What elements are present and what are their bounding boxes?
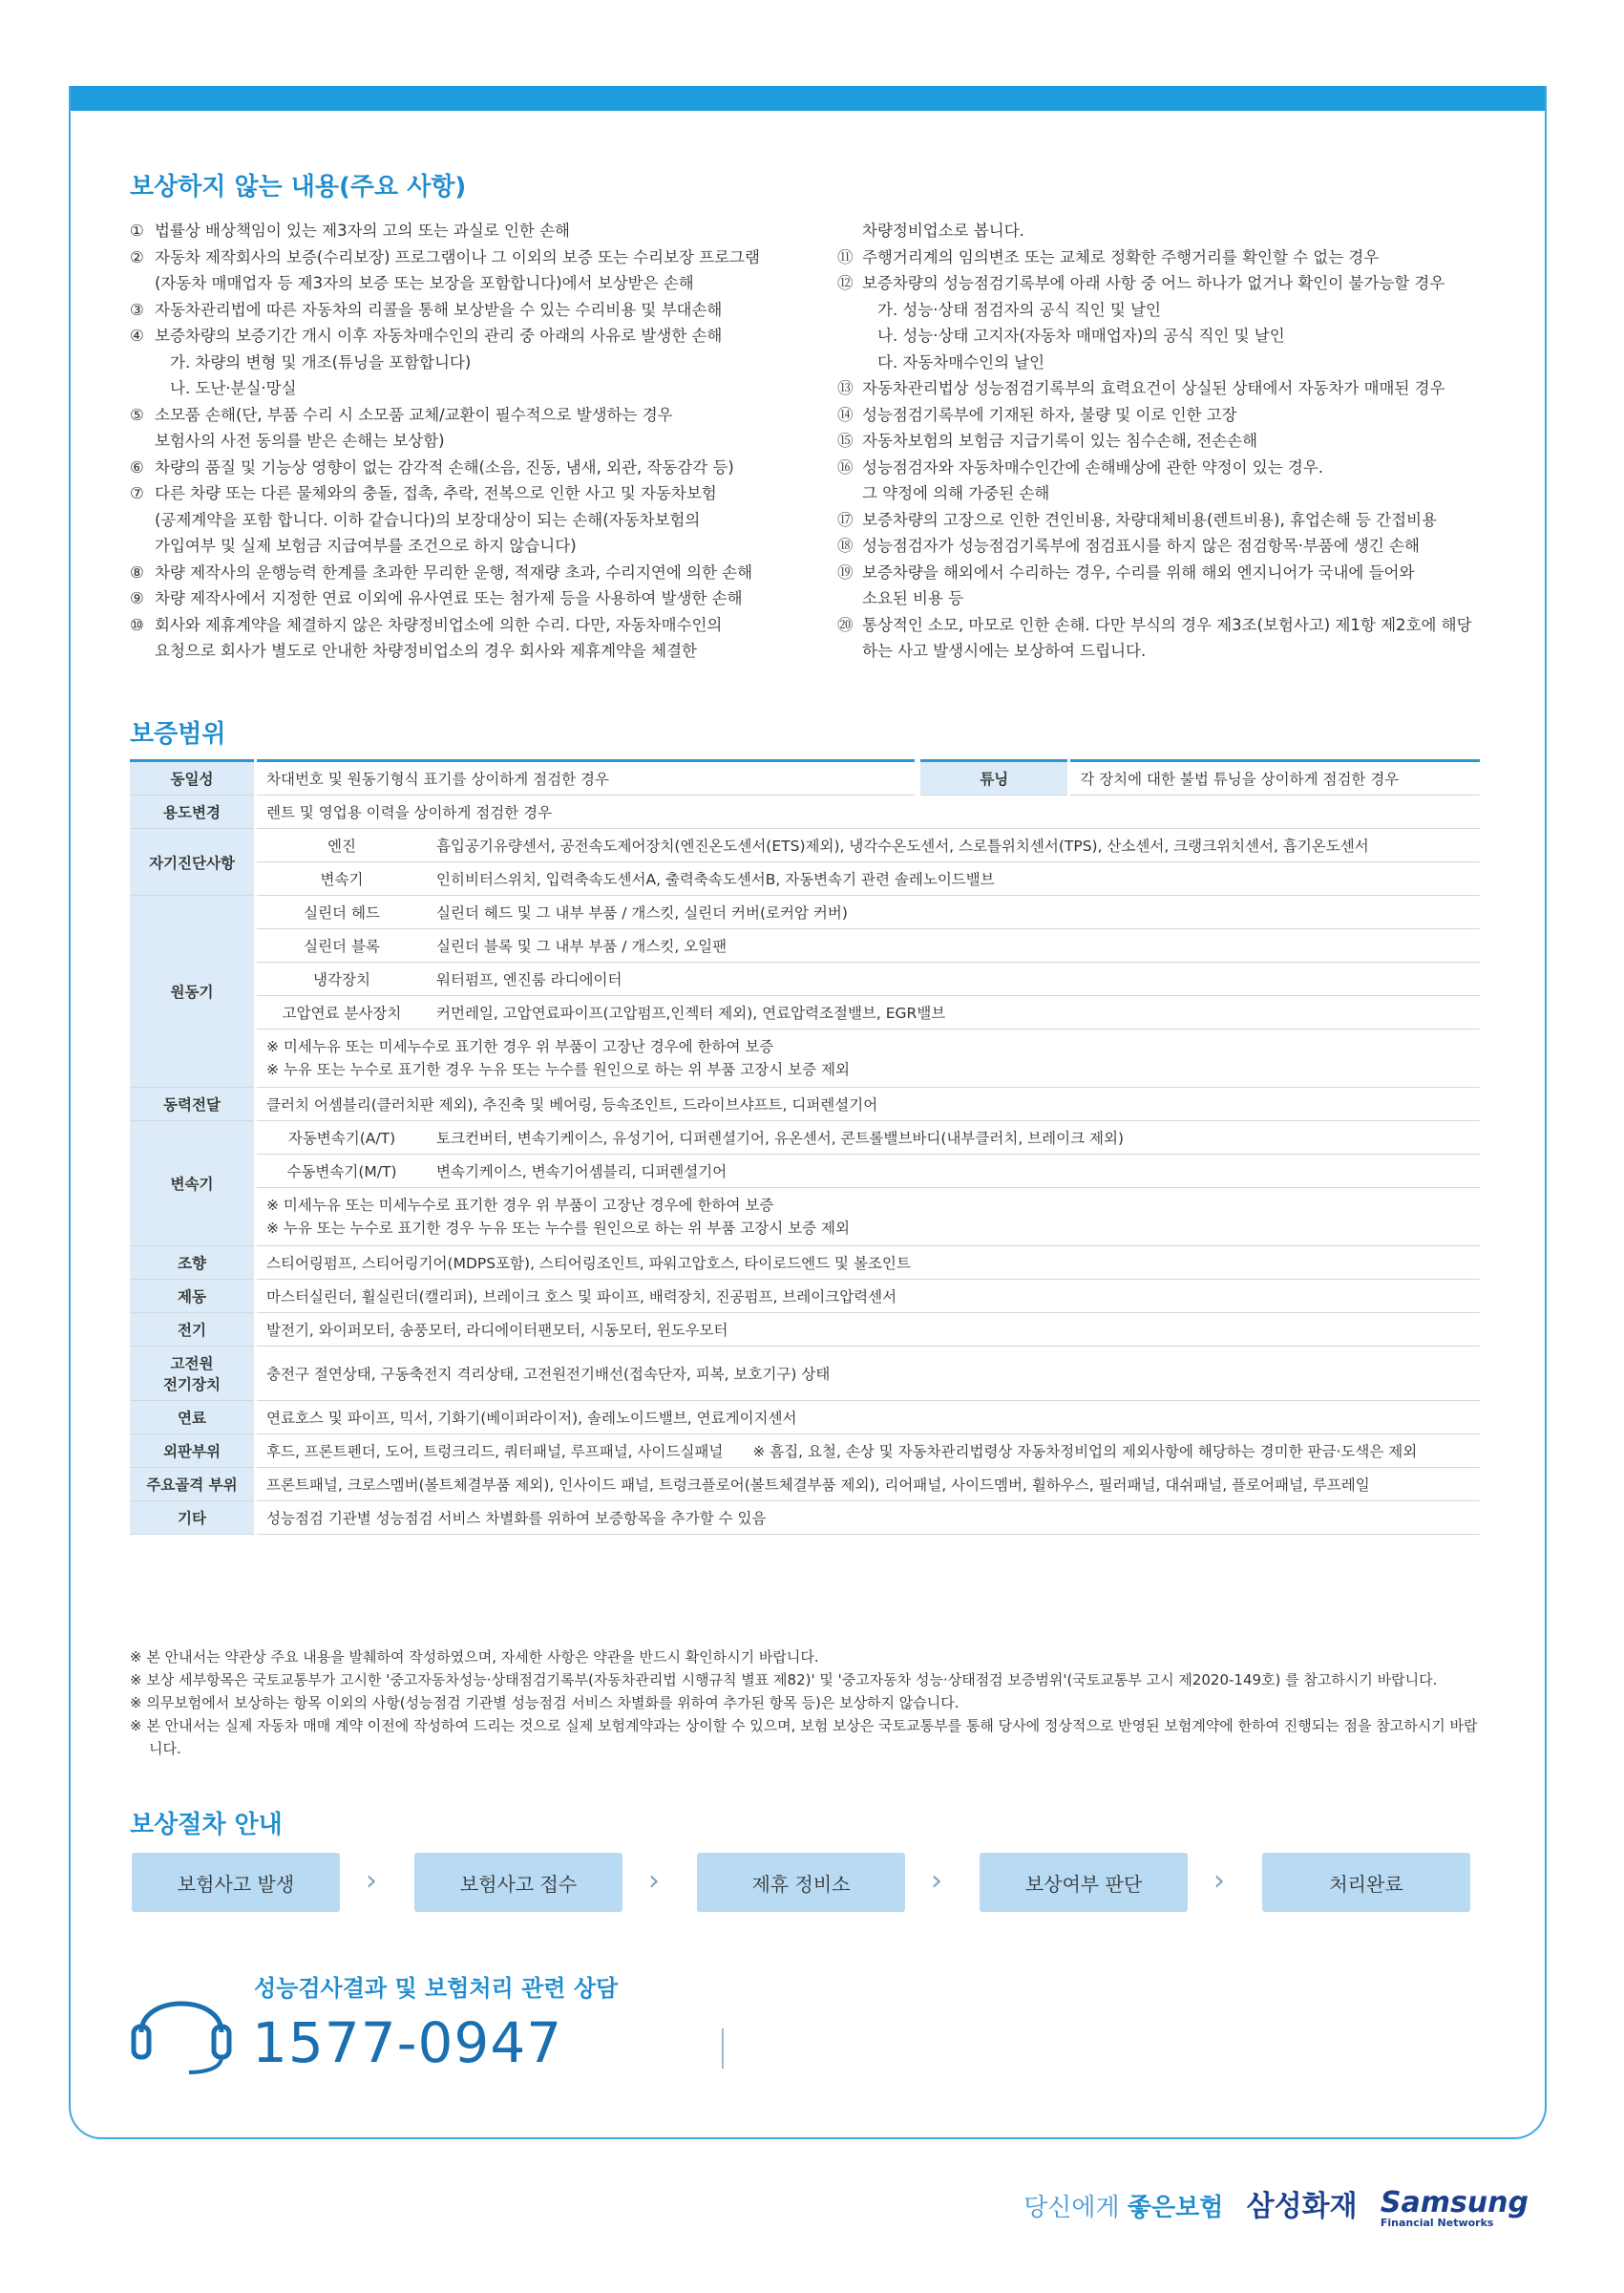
footer-brand: [1023, 2182, 1529, 2228]
cov-sub: 수동변속기(M/T): [256, 1155, 428, 1188]
cov-sub: 자동변속기(A/T): [256, 1121, 428, 1155]
exclusion-item: [130, 402, 798, 455]
table-row: [130, 796, 1480, 829]
table-row: [130, 829, 1480, 862]
coverage-table: [130, 759, 1480, 1535]
exclusion-line: 다른 차량 또는 다른 물체와의 충돌, 접촉, 추락, 전복으로 인한 사고 및 자동차보험: [155, 484, 717, 502]
brand-subtitle: Financial Networks: [1380, 2217, 1494, 2229]
exclusion-line: 법률상 배상책임이 있는 제3자의 고의 또는 과실로 인한 손해: [155, 222, 570, 240]
exclusion-line: 차량의 품질 및 기능상 영향이 없는 감각적 손해(소음, 진동, 냄새, 외관, 작동감각 등): [155, 457, 734, 477]
exclusion-item: [837, 612, 1487, 665]
procedure-step: 보험사고 발생: [132, 1853, 340, 1912]
chevron-right-icon: ›: [931, 1864, 942, 1898]
exclusion-line: 성능점검자가 성능점검기록부에 점검표시를 하지 않은 점검항목·부품에 생긴 손해: [862, 537, 1420, 555]
procedure-step: 보상여부 판단: [980, 1853, 1188, 1912]
exclusion-line: 자동차관리법상 성능점검기록부의 효력요건이 상실된 상태에서 자동차가 매매된 경우: [862, 379, 1445, 397]
company-name: 삼성화재: [1246, 2190, 1358, 2223]
cov-text: 흡입공기유량센서, 공전속도제어장치(엔진온도센서(ETS)제외), 냉각수온도센서, 스로틀위치센서(TPS), 산소센서, 크랭크위치센서, 흡기온도센서: [427, 829, 1480, 862]
footnote: ※ 의무보험에서 보상하는 항목 이외의 사항(성능점검 기관별 성능점검 서비스 차별화를 위하여 추가된 항목 등)은 보상하지 않습니다.: [130, 1694, 960, 1711]
table-row: [130, 996, 1480, 1030]
table-row: [130, 761, 1480, 796]
cov-cat-trans: 변속기: [130, 1121, 256, 1246]
exclusion-item: [837, 507, 1487, 534]
cov-cat-usage: 용도변경: [130, 796, 256, 829]
exclusion-number: ⑤: [130, 405, 144, 424]
cov-note: ※ 누유 또는 누수로 표기한 경우 누유 또는 누수를 원인으로 하는 위 부품 고장시 보증 제외: [266, 1220, 850, 1237]
exclusion-item: [837, 428, 1487, 455]
exclusion-line: 자동차 제작회사의 보증(수리보장) 프로그램이나 그 이외의 보증 또는 수리보장 프로그램: [155, 247, 760, 266]
table-row: [130, 1347, 1480, 1401]
exclusion-item: [837, 244, 1487, 271]
exclusion-line: (자동차 매매업자 등 제3자의 보증 또는 보장을 포함합니다)에서 보상받은 손해: [155, 274, 694, 292]
footnotes: [130, 1645, 1486, 1760]
table-row: [130, 1434, 1480, 1468]
procedure-step: 보험사고 접수: [414, 1853, 622, 1912]
exclusions-left-column: [130, 218, 798, 665]
cov-text-usage: 렌트 및 영업용 이력을 상이하게 점검한 경우: [256, 796, 1481, 829]
cov-trans-notes: [256, 1188, 1481, 1246]
cov-text-fuel: 연료호스 및 파이프, 믹서, 기화기(베이퍼라이저), 솔레노이드밸브, 연료게이지센서: [256, 1401, 1481, 1434]
procedure-steps: [132, 1853, 1480, 1912]
footnote: ※ 보상 세부항목은 국토교통부가 고시한 '중고자동차성능·상태점검기록부(자동차관리법 시행규칙 별표 제82)' 및 '중고자동차 성능·상태점검 보증범위'(국토교통부 고시 제2020-149호) 를 참고하시기 바랍니다.: [130, 1671, 1438, 1688]
exclusion-item: [130, 297, 798, 324]
exclusion-number: ⑲: [837, 563, 854, 582]
footnote: ※ 본 안내서는 약관상 주요 내용을 발췌하여 작성하였으며, 자세한 사항은 약관을 반드시 확인하시기 바랍니다.: [130, 1648, 819, 1666]
cov-text-steering: 스티어링펌프, 스티어링기어(MDPS포함), 스티어링조인트, 파워고압호스, 타이로드엔드 및 볼조인트: [256, 1246, 1481, 1280]
exclusion-item: [837, 560, 1487, 612]
cov-text: 실린더 헤드 및 그 내부 부품 / 개스킷, 실린더 커버(로커암 커버): [427, 896, 1480, 929]
chevron-right-icon: ›: [366, 1864, 377, 1898]
exclusion-number: ⑰: [837, 510, 854, 529]
cov-note: ※ 미세누유 또는 미세누수로 표기한 경우 위 부품이 고장난 경우에 한하여 보증: [266, 1038, 774, 1055]
cov-text: 인히비터스위치, 입력축속도센서A, 출력축속도센서B, 자동변속기 관련 솔레노이드밸브: [427, 862, 1480, 896]
exclusion-number: ⑦: [130, 484, 144, 502]
headset-icon: [128, 1973, 235, 2076]
exclusion-number: ⑱: [837, 537, 854, 555]
exclusion-number: ⑳: [837, 615, 854, 634]
cov-engine-notes: [256, 1030, 1481, 1088]
exclusion-item: [837, 455, 1487, 507]
brand-name: Samsung: [1380, 2186, 1529, 2219]
cov-text-frame: 프론트패널, 크로스멤버(볼트체결부품 제외), 인사이드 패널, 트렁크플로어(볼트체결부품 제외), 리어패널, 사이드멤버, 휠하우스, 필러패널, 대쉬패널, 플로어패널, 루프레일: [256, 1468, 1481, 1501]
exclusion-item: [130, 480, 798, 560]
table-row: [130, 1501, 1480, 1535]
procedure-title: 보상절차 안내: [130, 1811, 283, 1839]
exclusion-line: 보증차량의 성능점검기록부에 아래 사항 중 어느 하나가 없거나 확인이 불가능할 경우: [862, 274, 1445, 292]
cov-text: 토크컨버터, 변속기케이스, 유성기어, 디퍼렌셜기어, 유온센서, 콘트롤밸브바디(내부클러치, 브레이크 제외): [427, 1121, 1480, 1155]
exclusion-number: ①: [130, 222, 144, 240]
table-row: [130, 1401, 1480, 1434]
table-row: [130, 862, 1480, 896]
samsung-logo: [1380, 2186, 1529, 2229]
cov-text-hv: 충전구 절연상태, 구동축전지 격리상태, 고전원전기배선(접속단자, 피복, 보호기구) 상태: [256, 1347, 1481, 1401]
exclusion-continuation: 차량정비업소로 봅니다.: [862, 222, 1024, 240]
table-row: [130, 1088, 1480, 1121]
exclusion-line: 소요된 비용 등: [862, 589, 964, 607]
cov-cat-frame: 주요골격 부위: [130, 1468, 256, 1501]
exclusion-line: 회사와 제휴계약을 체결하지 않은 차량정비업소에 의한 수리. 다만, 자동차매수인의: [155, 615, 723, 634]
exclusion-item: [837, 270, 1487, 375]
table-row: [130, 1468, 1480, 1501]
exclusion-line: 그 약정에 의해 가중된 손해: [862, 484, 1050, 502]
contact-title: 성능검사결과 및 보험처리 관련 상담: [254, 1975, 619, 2002]
exclusion-number: ⑥: [130, 457, 144, 477]
procedure-step: 제휴 정비소: [697, 1853, 905, 1912]
cov-exterior-parts: 후드, 프론트펜더, 도어, 트렁크리드, 쿼터패널, 루프패널, 사이드실패널: [266, 1443, 724, 1460]
table-row: [130, 929, 1480, 963]
exclusion-number: ④: [130, 327, 144, 345]
table-row: [130, 1030, 1480, 1088]
exclusion-number: ⑪: [837, 247, 854, 266]
cov-text-identity: 차대번호 및 원동기형식 표기를 상이하게 점검한 경우: [256, 761, 918, 796]
exclusion-line: 가입여부 및 실제 보험금 지급여부를 조건으로 하지 않습니다): [155, 537, 577, 555]
cov-cat-steering: 조향: [130, 1246, 256, 1280]
exclusion-item: [837, 533, 1487, 560]
exclusion-item: [837, 375, 1487, 402]
exclusion-line: 차량 제작사에서 지정한 연료 이외에 유사연료 또는 첨가제 등을 사용하여 발생한 손해: [155, 589, 743, 607]
exclusion-line: 차량 제작사의 운행능력 한계를 초과한 무리한 운행, 적재량 초과, 수리지연에 의한 손해: [155, 563, 753, 582]
exclusion-subitem: 나. 도난·분실·망실: [170, 379, 297, 397]
exclusion-number: ⑯: [837, 457, 854, 477]
table-row: [130, 1313, 1480, 1347]
exclusion-number: ⑨: [130, 589, 144, 607]
cov-text-other: 성능점검 기관별 성능점검 서비스 차별화를 위하여 보증항목을 추가할 수 있음: [256, 1501, 1481, 1535]
exclusion-subitem: 가. 성능·상태 점검자의 공식 직인 및 날인: [877, 300, 1161, 319]
divider: [722, 2028, 724, 2069]
cov-sub: 변속기: [256, 862, 428, 896]
cov-cat-other: 기타: [130, 1501, 256, 1535]
cov-text-electric: 발전기, 와이퍼모터, 송풍모터, 라디에이터팬모터, 시동모터, 윈도우모터: [256, 1313, 1481, 1347]
exclusion-subitem: 나. 성능·상태 고지자(자동차 매매업자)의 공식 직인 및 날인: [877, 327, 1285, 345]
exclusion-number: ②: [130, 247, 144, 266]
exclusion-line: 보증차량의 고장으로 인한 견인비용, 차량대체비용(렌트비용), 휴업손해 등 간접비용: [862, 510, 1438, 529]
exclusion-line: 성능점검기록부에 기재된 하자, 불량 및 이로 인한 고장: [862, 405, 1237, 424]
exclusion-line: 성능점검자와 자동차매수인간에 손해배상에 관한 약정이 있는 경우.: [862, 457, 1324, 477]
cov-text: 실린더 블록 및 그 내부 부품 / 개스킷, 오일팬: [427, 929, 1480, 963]
exclusion-line: 요청으로 회사가 별도로 안내한 차량정비업소의 경우 회사와 제휴계약을 체결한: [155, 642, 697, 660]
exclusion-line: 보증차량을 해외에서 수리하는 경우, 수리를 위해 해외 엔지니어가 국내에 들어와: [862, 563, 1415, 582]
exclusion-line: 자동차보험의 보험금 지급기록이 있는 침수손해, 전손손해: [862, 432, 1258, 450]
exclusion-line: 소모품 손해(단, 부품 수리 시 소모품 교체/교환이 필수적으로 발생하는 경우: [155, 405, 673, 424]
slogan-part-1: 당신에게: [1023, 2194, 1128, 2222]
cov-cat-electric: 전기: [130, 1313, 256, 1347]
cov-text-drive: 클러치 어셈블리(클러치판 제외), 추진축 및 베어링, 등속조인트, 드라이브샤프트, 디퍼렌셜기어: [256, 1088, 1481, 1121]
exclusion-number: ⑩: [130, 615, 144, 634]
exclusion-line: (공제계약을 포함 합니다. 이하 같습니다)의 보장대상이 되는 손해(자동차보험의: [155, 510, 701, 529]
table-row: [130, 1121, 1480, 1155]
chevron-right-icon: ›: [648, 1864, 660, 1898]
cov-cat-exterior: 외판부위: [130, 1434, 256, 1468]
cov-cat-identity: 동일성: [130, 761, 256, 796]
exclusion-line: 하는 사고 발생시에는 보상하여 드립니다.: [862, 642, 1147, 660]
exclusion-number: ③: [130, 300, 144, 319]
exclusion-item: [130, 323, 798, 402]
exclusion-line: 통상적인 소모, 마모로 인한 손해. 다만 부식의 경우 제3조(보험사고) 제1항 제2호에 해당: [862, 615, 1472, 634]
cov-sub: 엔진: [256, 829, 428, 862]
cov-sub: 고압연료 분사장치: [256, 996, 428, 1030]
exclusion-line: 보험사의 사전 동의를 받은 손해는 보상함): [155, 432, 445, 450]
cov-note: ※ 미세누유 또는 미세누수로 표기한 경우 위 부품이 고장난 경우에 한하여 보증: [266, 1197, 774, 1214]
exclusion-number: ⑧: [130, 563, 144, 582]
exclusion-line: 보증차량의 보증기간 개시 이후 자동차매수인의 관리 중 아래의 사유로 발생한 손해: [155, 327, 723, 345]
cov-cat-hv: [130, 1347, 256, 1401]
exclusions-title: 보상하지 않는 내용(주요 사항): [130, 173, 467, 202]
exclusion-item: [130, 455, 798, 481]
exclusion-item: [130, 560, 798, 586]
cov-text-exterior: [256, 1434, 1481, 1468]
coverage-title: 보증범위: [130, 720, 226, 749]
exclusion-line: 주행거리계의 임의변조 또는 교체로 정확한 주행거리를 확인할 수 없는 경우: [862, 247, 1380, 266]
cov-cat-selfdiag: 자기진단사항: [130, 829, 256, 896]
cov-cat-engine: 원동기: [130, 896, 256, 1088]
exclusion-subitem: 다. 자동차매수인의 날인: [877, 352, 1045, 372]
table-row: [130, 896, 1480, 929]
exclusion-number: ⑭: [837, 405, 854, 424]
table-row: [130, 1188, 1480, 1246]
table-row: [130, 1246, 1480, 1280]
cov-sub: 실린더 블록: [256, 929, 428, 963]
cov-sub: 실린더 헤드: [256, 896, 428, 929]
procedure-step: 처리완료: [1262, 1853, 1470, 1912]
chevron-right-icon: ›: [1213, 1864, 1225, 1898]
exclusion-number: ⑫: [837, 274, 854, 292]
table-row: [130, 963, 1480, 996]
footnote: ※ 본 안내서는 실제 자동차 매매 계약 이전에 작성하여 드리는 것으로 실제 보험계약과는 상이할 수 있으며, 보험 보상은 국토교통부를 통해 당사에 정상적으로 반영된 보험계약에 한하여 진행되는 점을 참고하시기 바랍니다.: [130, 1717, 1478, 1757]
cov-cat-tuning: 튜닝: [917, 761, 1069, 796]
cov-exterior-note: ※ 흠집, 요철, 손상 및 자동차관리법령상 자동차정비업의 제외사항에 해당하는 경미한 판금·도색은 제외: [752, 1443, 1418, 1460]
cov-cat-drive: 동력전달: [130, 1088, 256, 1121]
exclusion-subitem: 가. 차량의 변형 및 개조(튜닝을 포함합니다): [170, 352, 472, 372]
cov-text: 변속기케이스, 변속기어셈블리, 디퍼렌셜기어: [427, 1155, 1480, 1188]
exclusion-line: 자동차관리법에 따른 자동차의 리콜을 통해 보상받을 수 있는 수리비용 및 부대손해: [155, 300, 723, 319]
exclusions-right-column: [837, 218, 1487, 665]
exclusion-item: [130, 244, 798, 297]
cov-text: 커먼레일, 고압연료파이프(고압펌프,인젝터 제외), 연료압력조절밸브, EGR밸브: [427, 996, 1480, 1030]
cov-cat-hv-line2: 전기장치: [163, 1376, 221, 1393]
contact-phone[interactable]: 1577-0947: [252, 2010, 563, 2075]
exclusion-number: ⑮: [837, 432, 854, 450]
exclusion-item: [130, 612, 798, 665]
cov-text-tuning: 각 장치에 대한 불법 튜닝을 상이하게 점검한 경우: [1069, 761, 1480, 796]
cov-cat-fuel: 연료: [130, 1401, 256, 1434]
cov-text: 워터펌프, 엔진룸 라디에이터: [427, 963, 1480, 996]
cov-note: ※ 누유 또는 누수로 표기한 경우 누유 또는 누수를 원인으로 하는 위 부품 고장시 보증 제외: [266, 1061, 850, 1078]
exclusion-number: ⑬: [837, 379, 854, 397]
cov-text-brake: 마스터실린더, 휠실린더(캘리퍼), 브레이크 호스 및 파이프, 배력장치, 진공펌프, 브레이크압력센서: [256, 1280, 1481, 1313]
exclusion-item: [130, 218, 798, 244]
slogan-part-2: 좋은보험: [1127, 2194, 1224, 2222]
exclusion-item: [837, 402, 1487, 429]
cov-cat-brake: 제동: [130, 1280, 256, 1313]
exclusion-item: [130, 585, 798, 612]
cov-cat-hv-line1: 고전원: [170, 1355, 214, 1372]
cov-sub: 냉각장치: [256, 963, 428, 996]
table-row: [130, 1155, 1480, 1188]
table-row: [130, 1280, 1480, 1313]
